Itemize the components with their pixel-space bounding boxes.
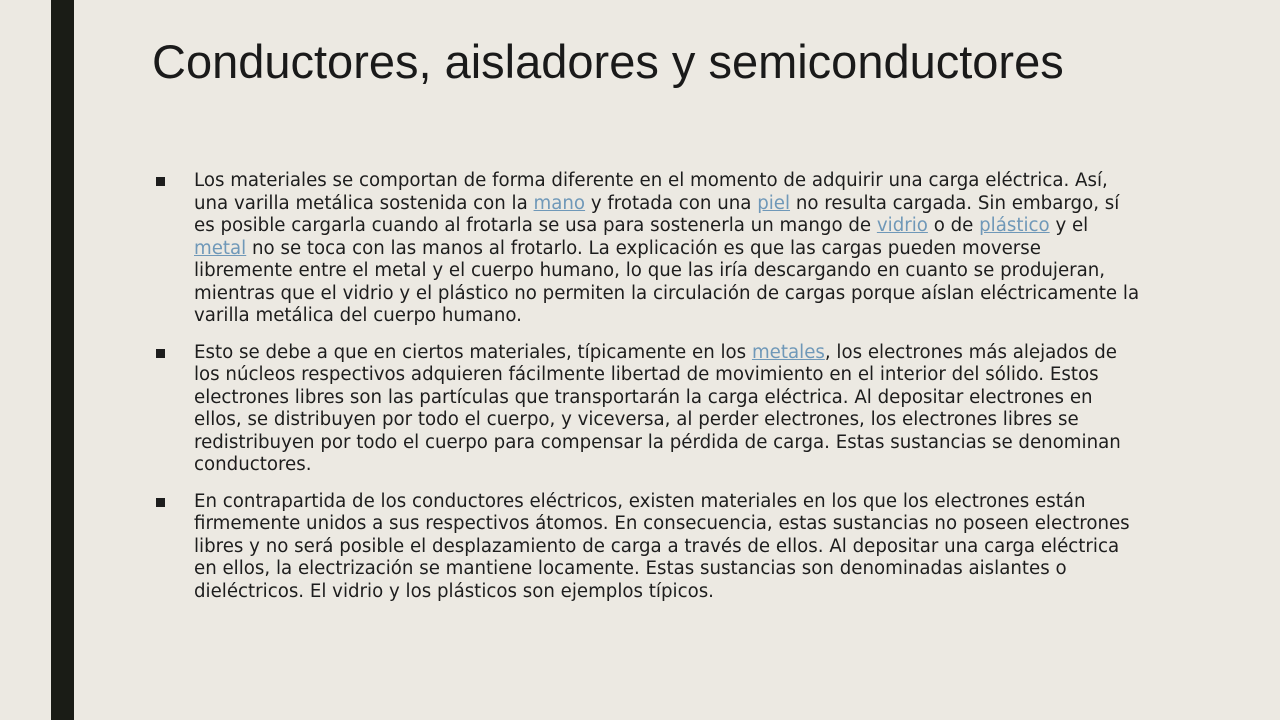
slide-title: Conductores, aisladores y semiconductores xyxy=(152,35,1064,88)
link-metal[interactable]: metal xyxy=(194,237,247,259)
bullet-item xyxy=(152,342,1142,477)
link-piel[interactable]: piel xyxy=(757,192,791,214)
link-vidrio[interactable]: vidrio xyxy=(876,215,928,236)
square-bullet-icon xyxy=(156,177,165,186)
bullet-text xyxy=(194,170,1139,326)
bullet-text xyxy=(194,342,1121,476)
bullet-text xyxy=(194,491,1130,602)
bullet-item xyxy=(152,491,1142,604)
link-mano[interactable]: mano xyxy=(533,192,586,214)
text-run: no se toca con las manos al frotarlo. La explicación es que las cargas pueden moverse libremente entre el metal y el cuerpo humano, lo que las iría descargando en cuanto se produjeran, mientras que el vidrio y el plástico no permiten la circulación de cargas porque aíslan eléctricamente la varilla metálica del cuerpo humano. xyxy=(194,237,1140,326)
bullet-list xyxy=(152,170,1142,617)
text-run: En contrapartida de los conductores eléctricos, existen materiales en los que los electrones están firmemente unidos a sus respectivos átomos. En consecuencia, estas sustancias no poseen electrones libres y no será posible el desplazamiento de carga a través de ellos. Al depositar una carga eléctrica en ellos, la electrización se mantiene locamente. Estas sustancias son denominadas aislantes o dieléctricos. El vidrio y los plásticos son ejemplos típicos. xyxy=(194,490,1130,602)
bullet-item xyxy=(152,170,1142,328)
accent-bar xyxy=(51,0,74,720)
link-plastico[interactable]: plástico xyxy=(979,215,1050,236)
text-run: , los electrones más alejados de los núcleos respectivos adquieren fácilmente libertad de movimiento en el interior del sólido. Estos electrones libres son las partículas que transportarán la carga eléctrica. Al depositar electrones en ellos, se distribuyen por todo el cuerpo, y viceversa, al perder electrones, los electrones libres se redistribuyen por todo el cuerpo para compensar la pérdida de carga. Estas sustancias se denominan conductores. xyxy=(194,341,1121,475)
text-run: y el xyxy=(1049,215,1089,236)
text-run: Los materiales se comportan de forma diferente en el momento de adquirir una carga eléctrica. Así, una varilla metálica sostenida con la xyxy=(194,170,1108,214)
link-metales[interactable]: metales xyxy=(751,341,825,363)
text-run: o de xyxy=(927,215,980,236)
text-run: no resulta cargada. Sin embargo, sí es posible cargarla cuando al frotarla se usa para sostenerla un mango de xyxy=(194,192,1120,236)
square-bullet-icon xyxy=(156,498,165,507)
text-run: y frotada con una xyxy=(585,192,758,214)
square-bullet-icon xyxy=(156,349,165,358)
text-run: Esto se debe a que en ciertos materiales, típicamente en los xyxy=(194,341,752,363)
